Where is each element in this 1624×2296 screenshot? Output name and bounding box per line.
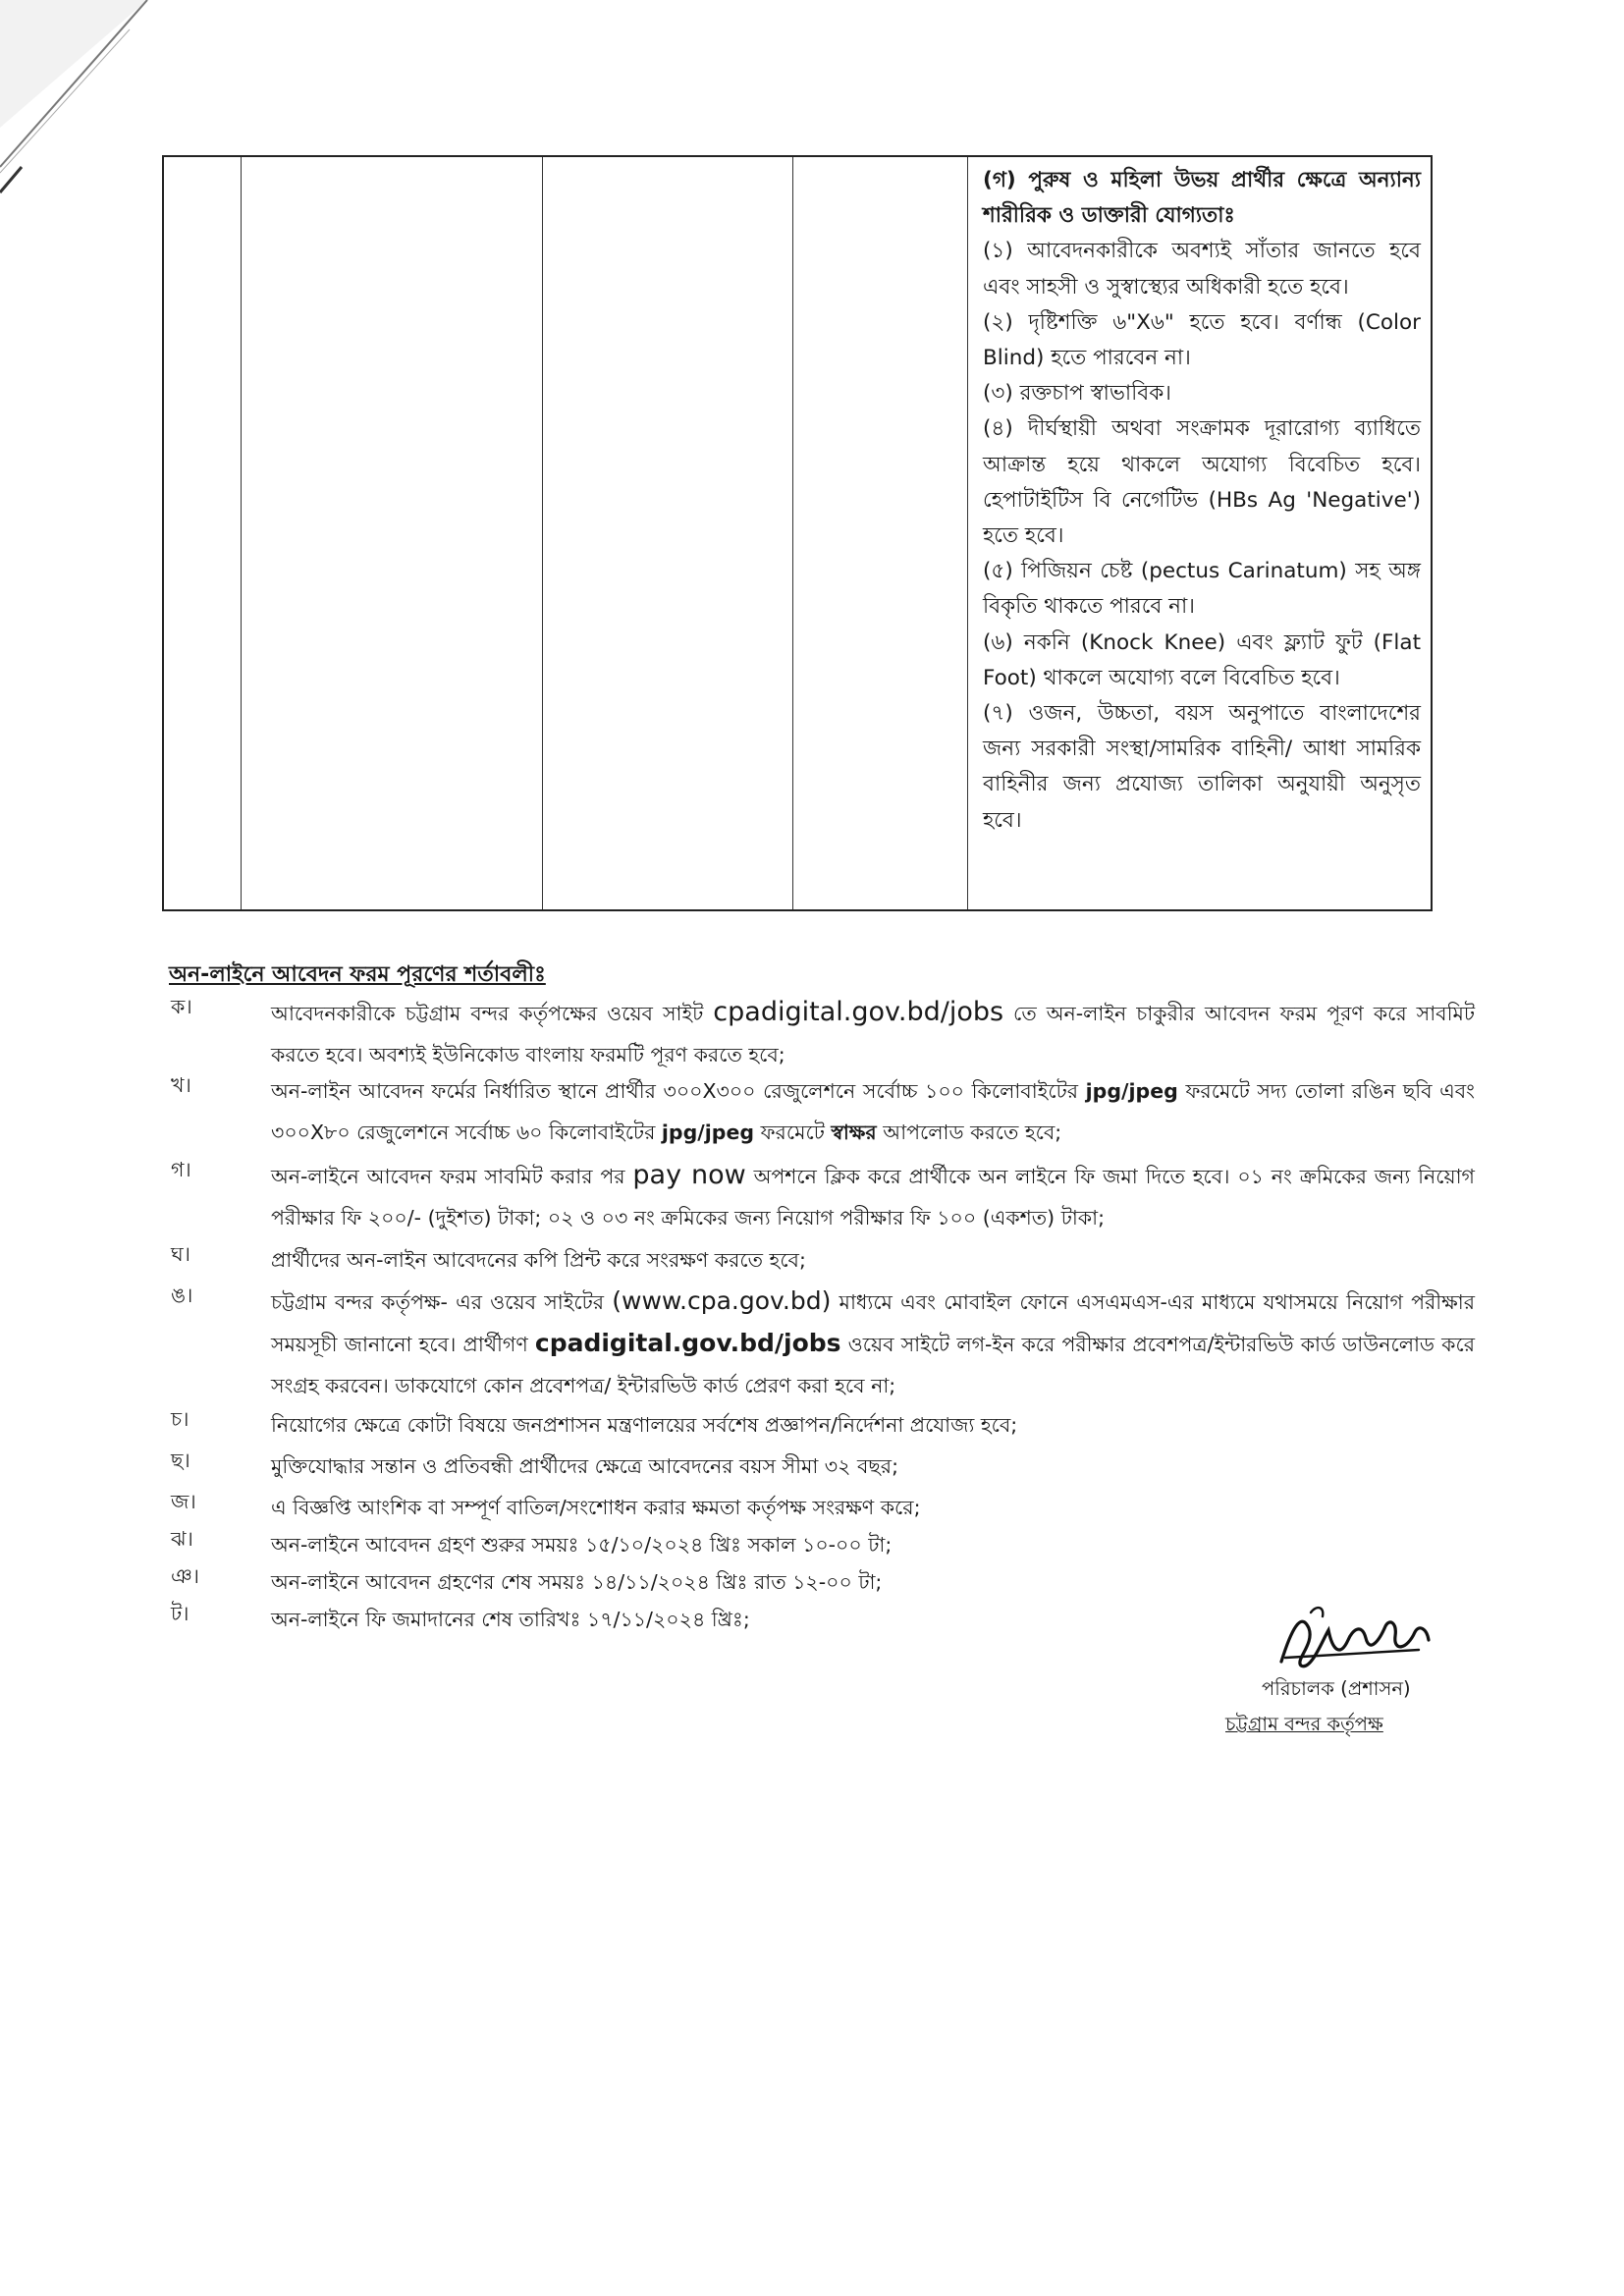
pay-now-option: pay now (632, 1160, 746, 1190)
requirement-item: (৭) ওজন, উচ্চতা, বয়স অনুপাতে বাংলাদেশের জন্য সরকারী সংস্থা/সামরিক বাহিনী/ আধা সামরিক বাহিনীর জন্য প্রযোজ্য তালিকা অনুযায়ী অনুসৃত হবে। (983, 701, 1421, 833)
table-column-divider (967, 157, 968, 909)
table-column-divider (542, 157, 543, 909)
website-link[interactable]: (www.cpa.gov.bd) (612, 1286, 832, 1315)
condition-marker: ছ। (171, 1449, 190, 1472)
condition-marker: ঘ। (171, 1242, 190, 1266)
condition-marker: ট। (171, 1602, 189, 1625)
requirement-item: (১) আবেদনকারীকে অবশ্যই সাঁতার জানতে হবে এবং সাহসী ও সুস্বাস্থ্যের অধিকারী হতে হবে। (983, 239, 1421, 300)
condition-marker: ক। (171, 995, 192, 1018)
requirement-item: (৩) রক্তচাপ স্বাভাবিক। (983, 381, 1171, 407)
table-column-divider (792, 157, 793, 909)
requirement-item: (৪) দীর্ঘস্থায়ী অথবা সংক্রামক দূরারোগ্য ব্যাধিতে আক্রান্ত হয়ে থাকলে অযোগ্য বিবেচিত হবে। হেপাটাইটিস বি নেগেটিভ (HBs Ag 'Negative') হতে হবে। (983, 416, 1421, 549)
signature-word: স্বাক্ষর (831, 1121, 877, 1144)
condition-text: আবেদনকারীকে চট্টগ্রাম বন্দর কর্তৃপক্ষের ওয়েব সাইট cpadigital.gov.bd/jobs তে অন-লাইন চাকুরীর আবেদন ফরম পূরণ করে সাবমিট করতে হবে। অবশ্যই ইউনিকোড বাংলায় ফরমটি পূরণ করতে হবে; (271, 997, 1475, 1066)
file-format: jpg/jpeg (1085, 1079, 1178, 1103)
condition-text: চট্টগ্রাম বন্দর কর্তৃপক্ষ- এর ওয়েব সাইটের (www.cpa.gov.bd) মাধ্যমে এবং মোবাইল ফোনে এসএমএস-এর মাধ্যমে যথাসময়ে নিয়োগ পরীক্ষার সময়সূচী জানানো হবে। প্রার্থীগণ cpadigital.gov.bd/jobs ওয়েব সাইটে লগ-ইন করে পরীক্ষার প্রবেশপত্র/ইন্টারভিউ কার্ড ডাউনলোড করে সংগ্রহ করবেন। ডাকযোগে কোন প্রবেশপত্র/ ইন্টারভিউ কার্ড প্রেরণ করা হবে না; (271, 1286, 1475, 1397)
handwritten-signature (1272, 1601, 1438, 1677)
requirement-item: (২) দৃষ্টিশক্তি ৬"X৬" হতে হবে। বর্ণান্ধ (Color Blind) হতে পারবেন না। (983, 309, 1421, 371)
requirement-item: (৫) পিজিয়ন চেষ্ট (pectus Carinatum) সহ অঙ্গ বিকৃতি থাকতে পারবে না। (983, 559, 1421, 620)
requirement-item: (৬) নকনি (Knock Knee) এবং ফ্ল্যাট ফুট (Flat Foot) থাকলে অযোগ্য বলে বিবেচিত হবে। (983, 629, 1421, 690)
condition-text: এ বিজ্ঞপ্তি আংশিক বা সম্পূর্ণ বাতিল/সংশোধন করার ক্ষমতা কর্তৃপক্ষ সংরক্ষণ করে; (271, 1496, 921, 1519)
requirements-title: (গ) পুরুষ ও মহিলা উভয় প্রার্থীর ক্ষেত্রে অন্যান্য শারীরিক ও ডাক্তারী যোগ্যতাঃ (983, 168, 1421, 229)
website-link[interactable]: cpadigital.gov.bd/jobs (534, 1329, 841, 1357)
signatory-title: পরিচালক (প্রশাসন) (1262, 1677, 1411, 1700)
condition-text: মুক্তিযোদ্ধার সন্তান ও প্রতিবন্ধী প্রার্থীদের ক্ষেত্রে আবেদনের বয়স সীমা ৩২ বছর; (271, 1454, 898, 1478)
requirements-table (162, 155, 1433, 911)
condition-marker: ঞ। (171, 1564, 199, 1588)
condition-text: অন-লাইন আবেদন ফর্মের নির্ধারিত স্থানে প্রার্থীর ৩০০X৩০০ রেজুলেশনে সর্বোচ্চ ১০০ কিলোবাইটের jpg/jpeg ফরমেটে সদ্য তোলা রঙিন ছবি এবং ৩০০X৮০ রেজুলেশনে সর্বোচ্চ ৬০ কিলোবাইটের jpg/jpeg ফরমেটে স্বাক্ষর আপলোড করতে হবে; (271, 1079, 1475, 1144)
condition-text: প্রার্থীদের অন-লাইন আবেদনের কপি প্রিন্ট করে সংরক্ষণ করতে হবে; (271, 1248, 806, 1272)
condition-marker: গ। (171, 1158, 191, 1181)
condition-marker: জ। (171, 1490, 196, 1513)
table-column-divider (241, 157, 242, 909)
condition-text: নিয়োগের ক্ষেত্রে কোটা বিষয়ে জনপ্রশাসন মন্ত্রণালয়ের সর্বশেষ প্রজ্ঞাপন/নির্দেশনা প্রযোজ্য হবে; (271, 1413, 1018, 1437)
requirements-cell (969, 157, 1431, 909)
condition-text: অন-লাইনে আবেদন গ্রহণের শেষ সময়ঃ ১৪/১১/২০২৪ খ্রিঃ রাত ১২-০০ টা; (271, 1570, 883, 1594)
condition-marker: ঝ। (171, 1527, 193, 1551)
condition-text: অন-লাইনে আবেদন ফরম সাবমিট করার পর pay now অপশনে ক্লিক করে প্রার্থীকে অন লাইনে ফি জমা দিতে হবে। ০১ নং ক্রমিকের জন্য নিয়োগ পরীক্ষার ফি ২০০/- (দুইশত) টাকা; ০২ ও ০৩ নং ক্রমিকের জন্য নিয়োগ পরীক্ষার ফি ১০০ (একশত) টাকা; (271, 1160, 1475, 1230)
condition-text: অন-লাইনে আবেদন গ্রহণ শুরুর সময়ঃ ১৫/১০/২০২৪ খ্রিঃ সকাল ১০-০০ টা; (271, 1533, 893, 1557)
website-link[interactable]: cpadigital.gov.bd/jobs (713, 997, 1004, 1027)
signatory-organization: চট্টগ্রাম বন্দর কর্তৃপক্ষ (1225, 1713, 1383, 1735)
condition-marker: ঙ। (171, 1284, 193, 1307)
condition-text: অন-লাইনে ফি জমাদানের শেষ তারিখঃ ১৭/১১/২০২৪ খ্রিঃ; (271, 1608, 750, 1631)
condition-marker: খ। (171, 1073, 191, 1097)
condition-marker: চ। (171, 1407, 189, 1431)
conditions-heading: অন-লাইনে আবেদন ফরম পূরণের শর্তাবলীঃ (169, 962, 546, 987)
file-format: jpg/jpeg (661, 1121, 755, 1144)
